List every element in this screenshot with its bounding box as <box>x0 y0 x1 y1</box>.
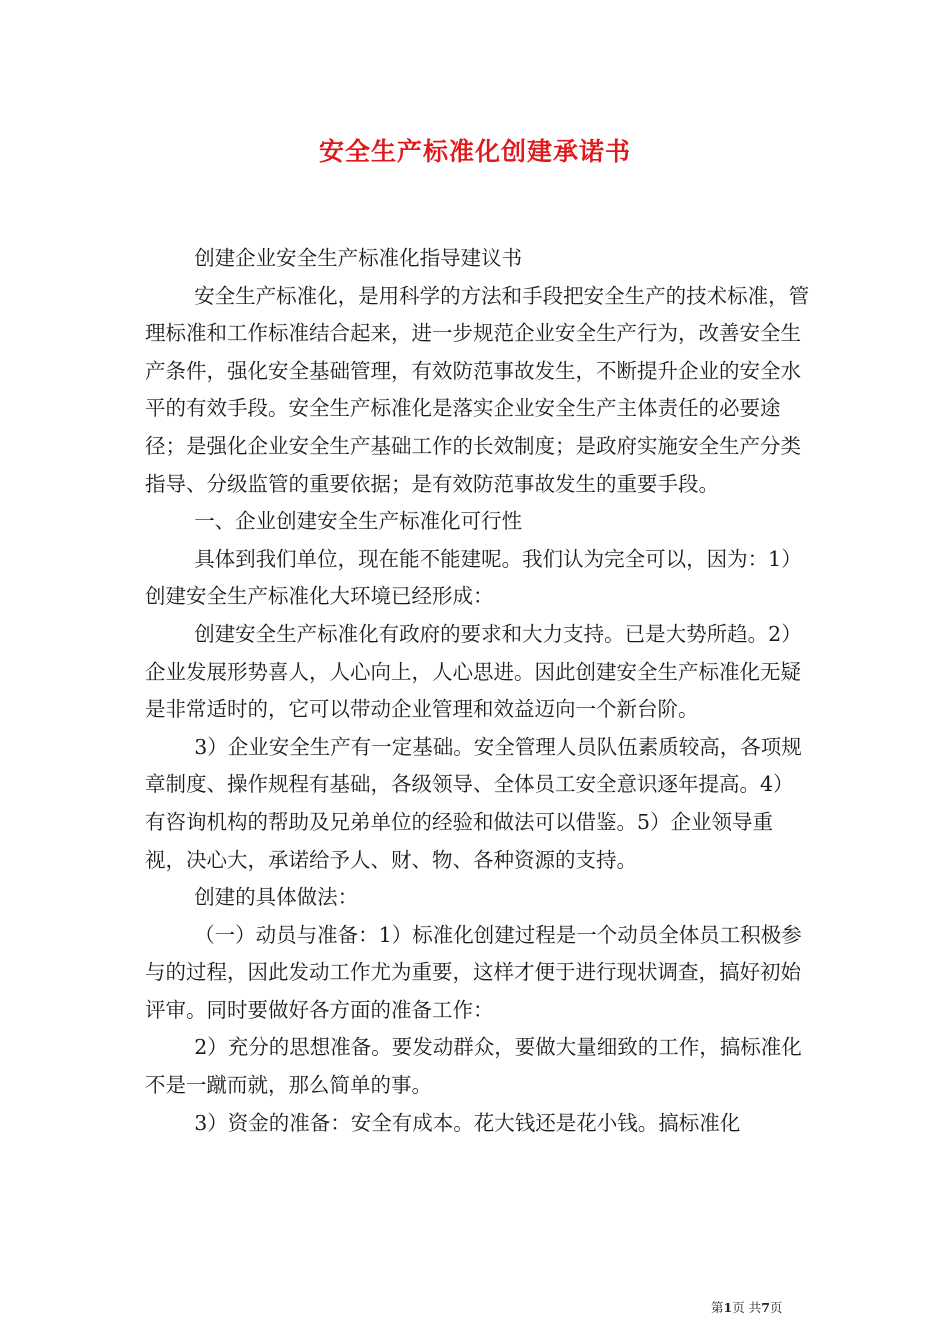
paragraph: （一）动员与准备：1）标准化创建过程是一个动员全体员工积极参与的过程，因此发动工作尤为重要，这样才便于进行现状调查，搞好初始评审。同时要做好各方面的准备工作： <box>145 922 802 1022</box>
paragraph-subtitle: 创建企业安全生产标准化指导建议书 <box>194 246 523 270</box>
page-footer <box>711 1298 782 1316</box>
document-body <box>145 240 810 1142</box>
footer-current-page: 1 <box>723 1300 733 1315</box>
paragraph: 创建安全生产标准化有政府的要求和大力支持。已是大势所趋。2）企业发展形势喜人，人心向上，人心思进。因此创建安全生产标准化无疑是非常适时的，它可以带动企业管理和效益迈向一个新台阶。 <box>145 621 802 722</box>
paragraph: 具体到我们单位，现在能不能建呢。我们认为完全可以，因为：1）创建安全生产标准化大环境已经形成： <box>145 546 802 609</box>
paragraph: 3）企业安全生产有一定基础。安全管理人员队伍素质较高，各项规章制度、操作规程有基础，各级领导、全体员工安全意识逐年提高。4）有咨询机构的帮助及兄弟单位的经验和做法可以借鉴。5）企业领导重视，决心大，承诺给予人、财、物、各种资源的支持。 <box>145 734 802 872</box>
paragraph: 3）资金的准备：安全有成本。花大钱还是花小钱。搞标准化 <box>194 1110 741 1135</box>
section-heading-feasibility: 一、企业创建安全生产标准化可行性 <box>194 509 523 534</box>
footer-prefix: 第 <box>711 1300 724 1315</box>
document-title: 安全生产标准化创建承诺书 <box>318 137 631 166</box>
paragraph-intro: 安全生产标准化，是用科学的方法和手段把安全生产的技术标准，管理标准和工作标准结合起来，进一步规范企业安全生产行为，改善安全生产条件，强化安全基础管理，有效防范事故发生，不断提升企业的安全水平的有效手段。安全生产标准化是落实企业安全生产主体责任的必要途径；是强化企业安全生产基础工作的长效制度；是政府实施安全生产分类指导、分级监管的重要依据；是有效防范事故发生的重要手段。 <box>145 283 810 496</box>
paragraph: 2）充分的思想准备。要发动群众，要做大量细致的工作，搞标准化不是一蹴而就，那么简单的事。 <box>145 1035 802 1098</box>
footer-suffix: 页 <box>769 1300 783 1315</box>
footer-total-pages: 7 <box>761 1300 770 1315</box>
paragraph-methods-heading: 创建的具体做法： <box>194 885 359 910</box>
footer-middle: 页 共 <box>732 1300 762 1315</box>
